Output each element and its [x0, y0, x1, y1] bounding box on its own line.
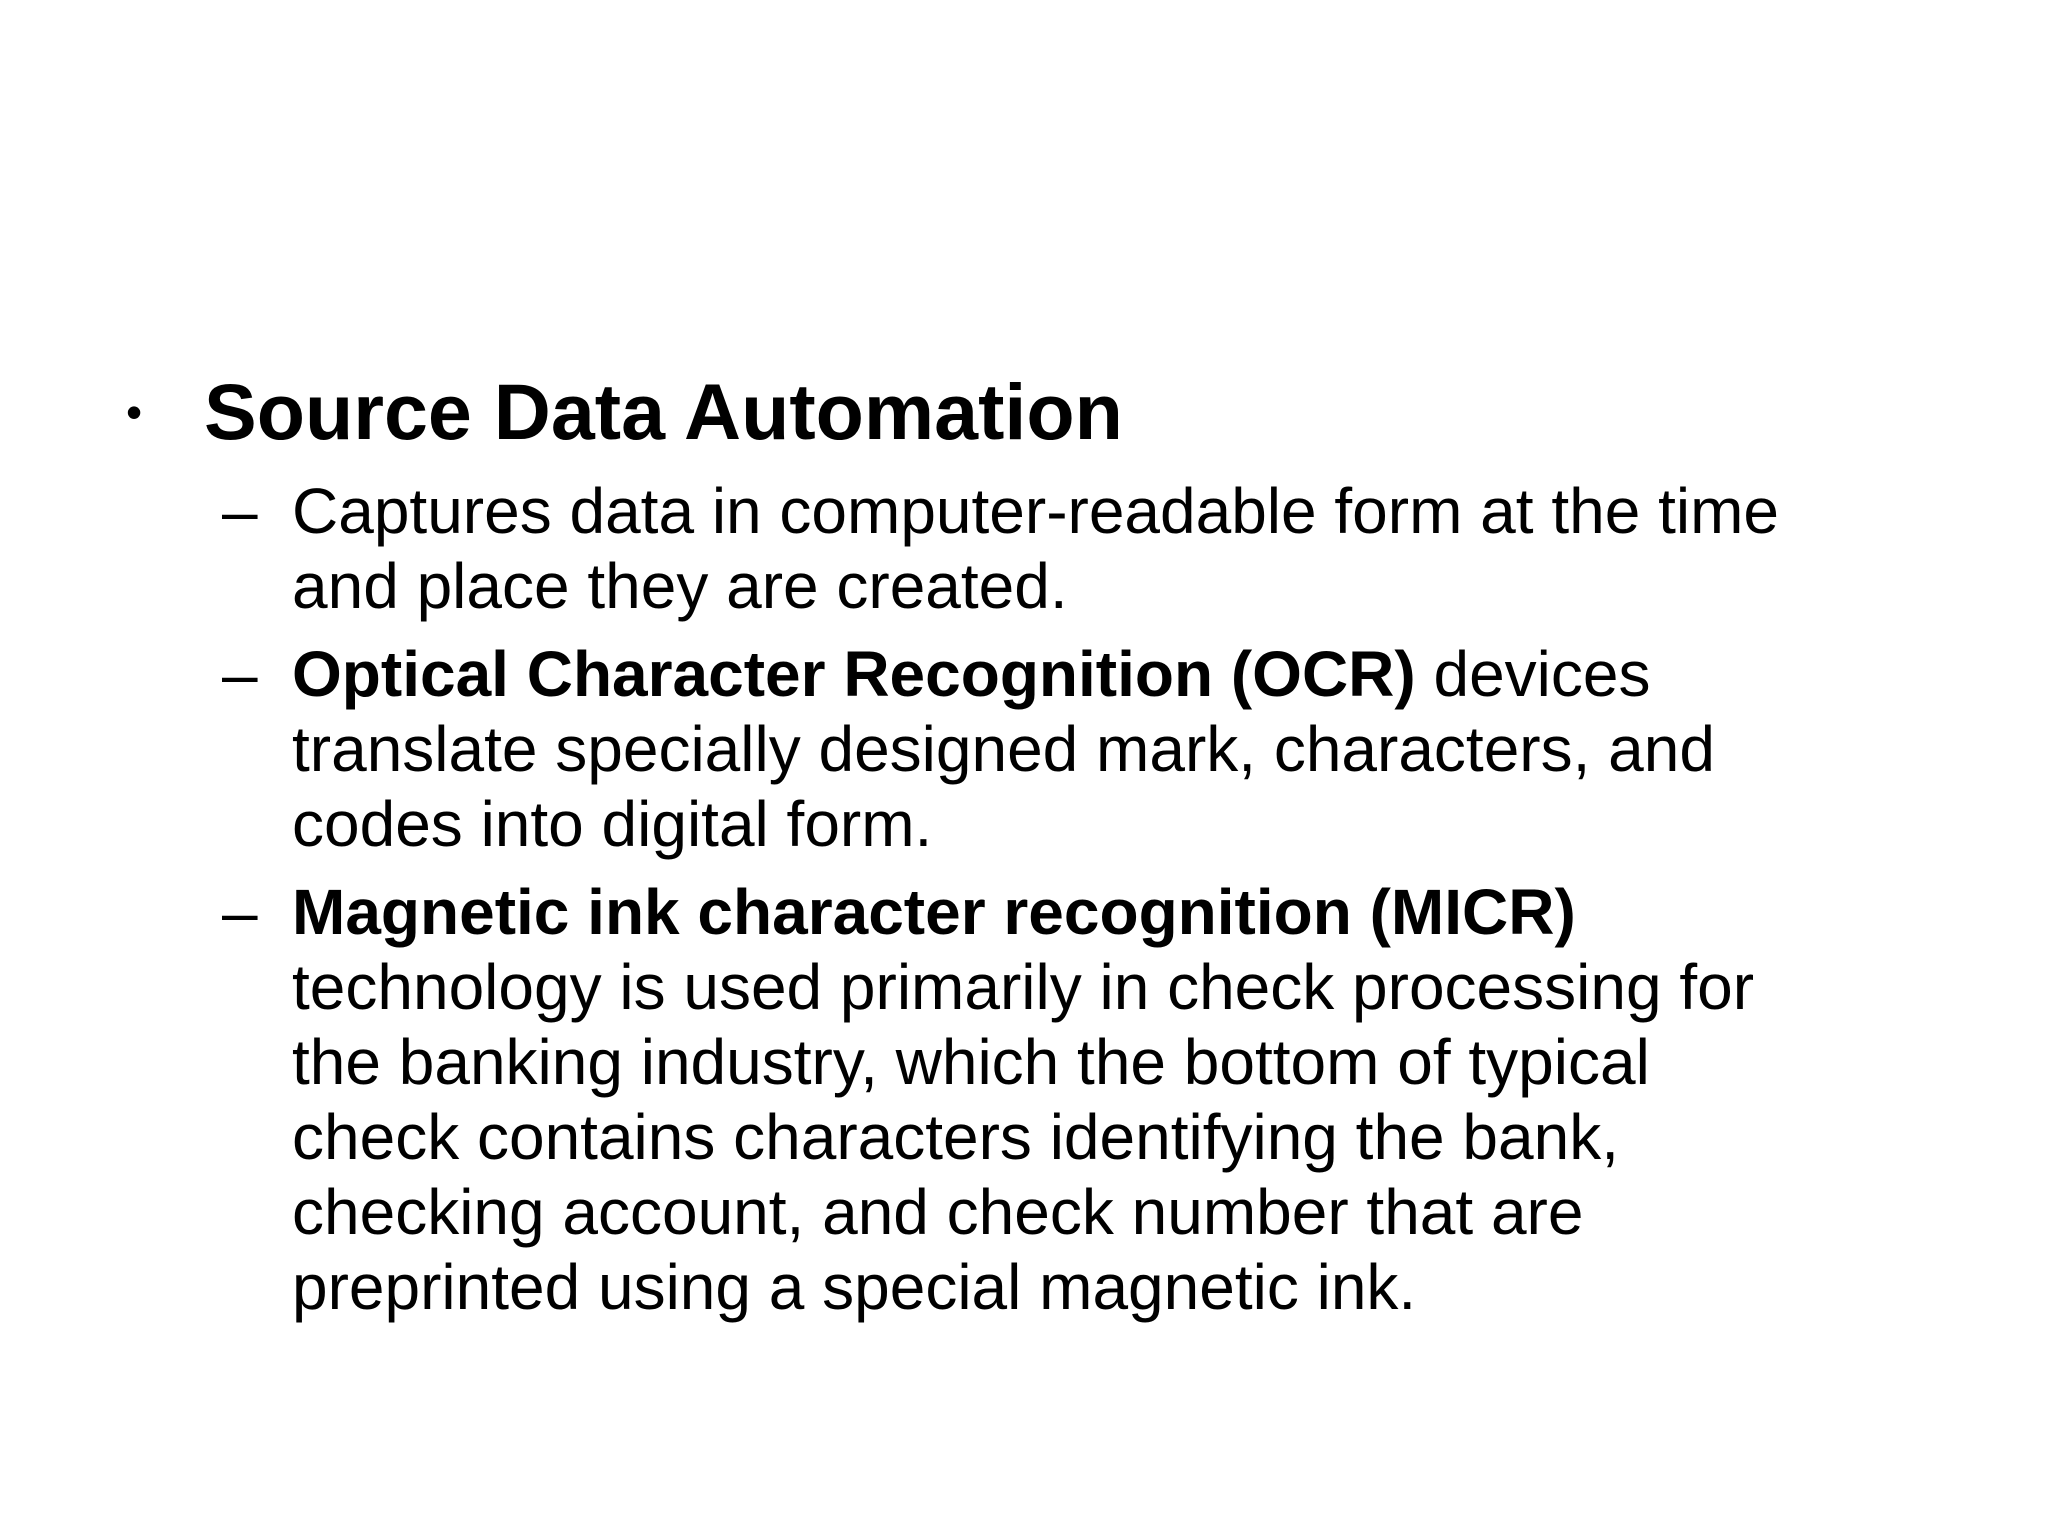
text-line: checking account, and check number that are [292, 1176, 1584, 1248]
text-line: check contains characters identifying the bank, [292, 1101, 1619, 1173]
text-line: technology is used primarily in check processing for [292, 951, 1754, 1023]
sub-point-text [292, 875, 1932, 1325]
slide-heading: Source Data Automation [204, 367, 1123, 456]
dash-icon: – [222, 638, 258, 710]
dash-icon: – [222, 876, 258, 948]
ocr-first-line-rest: devices [1415, 638, 1651, 710]
sub-point-micr [222, 875, 1942, 1325]
text-line: the banking industry, which the bottom of typical [292, 1026, 1650, 1098]
dash-icon: – [222, 475, 258, 547]
sub-point-ocr [222, 637, 1942, 862]
text-line: codes into digital form. [292, 788, 933, 860]
text-line: translate specially designed mark, characters, and [292, 713, 1715, 785]
text-line [292, 637, 1932, 712]
ocr-term: Optical Character Recognition (OCR) [292, 638, 1416, 710]
main-bullet-point [124, 368, 1924, 456]
sub-point-text [292, 474, 1932, 624]
bullet-icon: • [126, 386, 143, 438]
text-line: preprinted using a special magnetic ink. [292, 1251, 1417, 1323]
text-line: Captures data in computer-readable form at the time [292, 475, 1779, 547]
micr-term: Magnetic ink character recognition (MICR) [292, 876, 1576, 948]
text-line: and place they are created. [292, 550, 1068, 622]
sub-point-source-capture [222, 474, 1942, 624]
sub-point-text [292, 637, 1932, 862]
